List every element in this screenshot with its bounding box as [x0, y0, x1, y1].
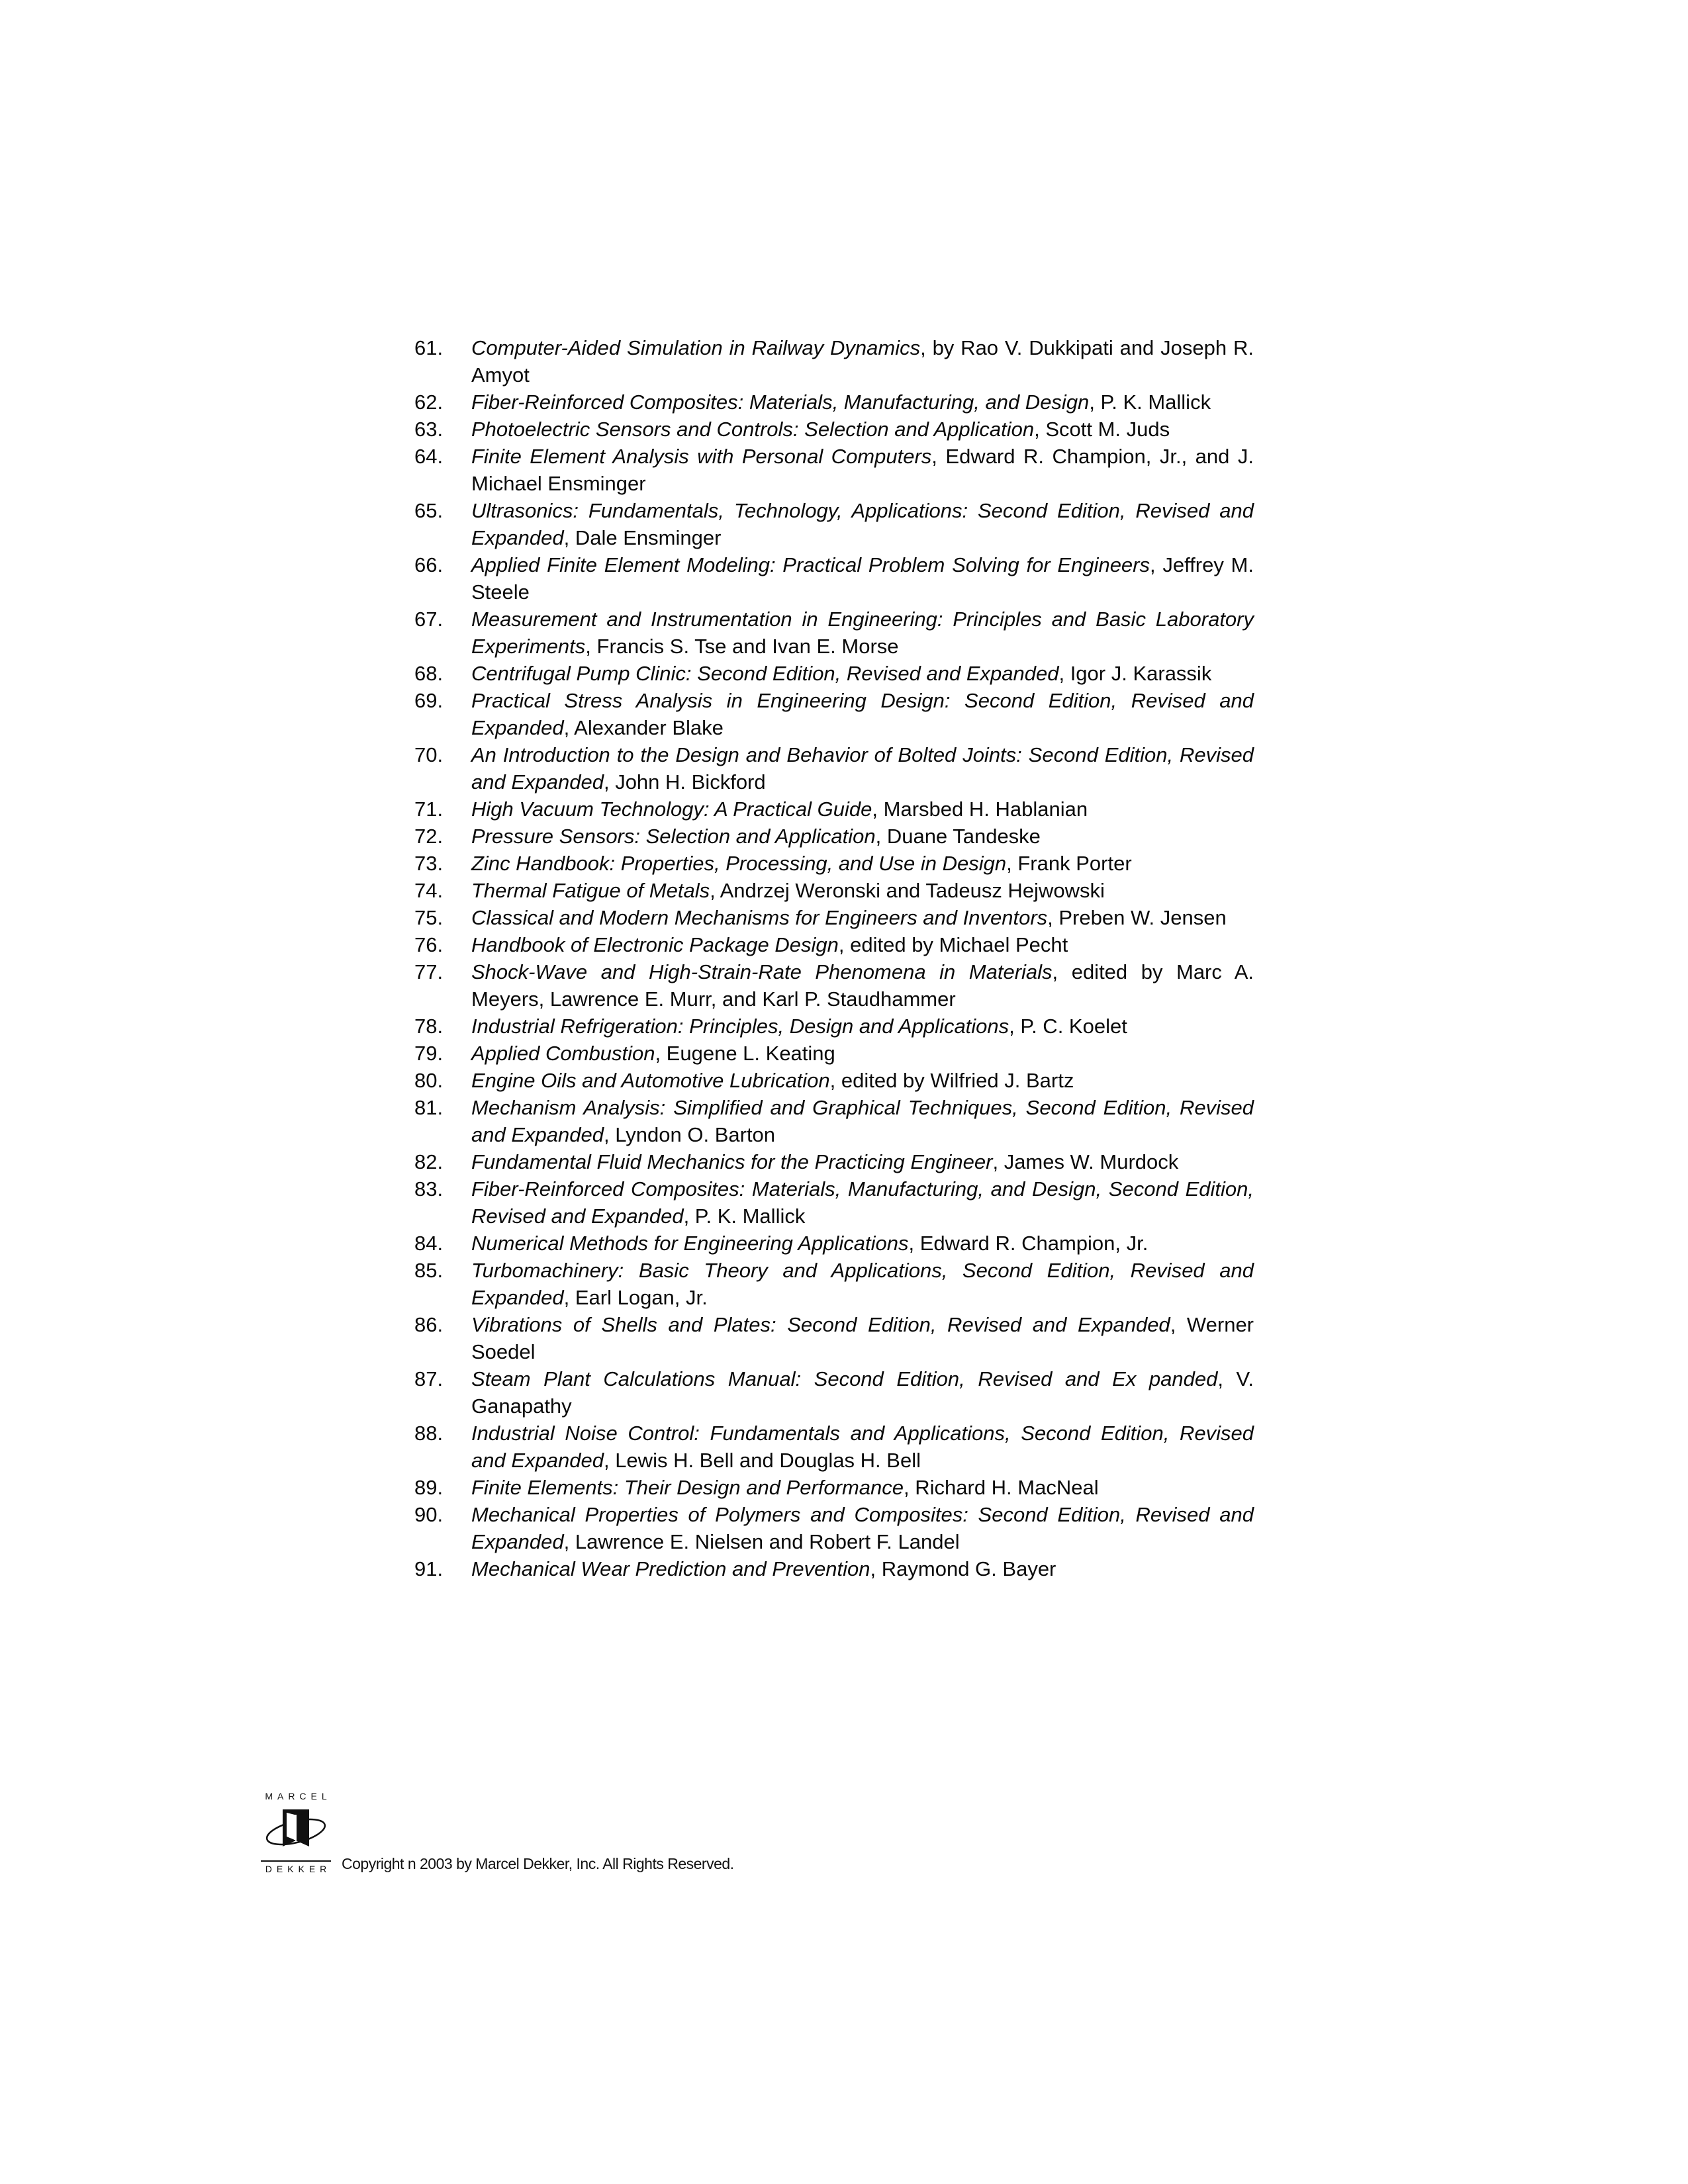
list-item [414, 606, 1254, 660]
list-item [414, 877, 1254, 904]
item-number: 83. [414, 1177, 444, 1201]
book-authors: , Jeffrey M. Steele [471, 553, 1254, 604]
item-number: 82. [414, 1150, 444, 1173]
book-title: Numerical Methods for Engineering Applications [471, 1232, 909, 1255]
list-item [414, 551, 1254, 606]
item-number: 70. [414, 743, 444, 766]
list-item [414, 388, 1254, 416]
book-title: Measurement and Instrumentation in Engineering: Principles and Basic Laboratory Experiments [471, 608, 1254, 658]
book-title: High Vacuum Technology: A Practical Guide [471, 797, 872, 821]
list-item [414, 1230, 1254, 1257]
book-title: Applied Finite Element Modeling: Practical Problem Solving for Engineers [471, 553, 1150, 576]
book-title: Handbook of Electronic Package Design [471, 933, 839, 956]
item-number: 66. [414, 553, 444, 576]
list-item [414, 497, 1254, 551]
item-number: 61. [414, 336, 444, 359]
item-number: 78. [414, 1015, 444, 1038]
book-authors: , Raymond G. Bayer [870, 1557, 1056, 1580]
book-title: Steam Plant Calculations Manual: Second Edition, Revised and Ex panded [471, 1367, 1218, 1390]
item-number: 80. [414, 1069, 444, 1092]
book-title: Applied Combustion [471, 1042, 655, 1065]
book-title: Engine Oils and Automotive Lubrication [471, 1069, 830, 1092]
list-item [414, 1040, 1254, 1067]
book-authors: , Francis S. Tse and Ivan E. Morse [585, 635, 899, 658]
item-number: 74. [414, 879, 444, 902]
list-item [414, 904, 1254, 931]
book-title: Ultrasonics: Fundamentals, Technology, Applications: Second Edition, Revised and Expanded [471, 499, 1254, 549]
book-authors: , P. K. Mallick [1089, 390, 1211, 414]
book-authors: , Lyndon O. Barton [603, 1123, 776, 1146]
item-number: 62. [414, 390, 444, 414]
book-authors: , Earl Logan, Jr. [563, 1286, 708, 1309]
list-item [414, 823, 1254, 850]
book-authors: , Edward R. Champion, Jr. [908, 1232, 1149, 1255]
book-authors: , V. Ganapathy [471, 1367, 1254, 1418]
item-number: 89. [414, 1476, 444, 1499]
list-item [414, 1013, 1254, 1040]
book-authors: , by Rao V. Dukkipati and Joseph R. Amyot [471, 336, 1254, 387]
list-item [414, 850, 1254, 877]
book-authors: , edited by Michael Pecht [838, 933, 1068, 956]
item-number: 84. [414, 1232, 444, 1255]
book-authors: , Lewis H. Bell and Douglas H. Bell [603, 1449, 921, 1472]
book-title: Vibrations of Shells and Plates: Second Edition, Revised and Expanded [471, 1313, 1170, 1336]
book-title: An Introduction to the Design and Behavior of Bolted Joints: Second Edition, Revised and Expanded [471, 743, 1254, 794]
book-authors: , edited by Marc A. Meyers, Lawrence E. Murr, and Karl P. Staudhammer [471, 960, 1254, 1011]
book-authors: , Eugene L. Keating [655, 1042, 835, 1065]
list-item [414, 931, 1254, 958]
item-number: 85. [414, 1259, 444, 1282]
book-authors: , Duane Tandeske [875, 825, 1041, 848]
book-title: Fiber-Reinforced Composites: Materials, Manufacturing, and Design, Second Edition, Revised and Expanded [471, 1177, 1254, 1228]
book-authors: , Alexander Blake [563, 716, 724, 739]
item-number: 81. [414, 1096, 444, 1119]
book-authors: , Preben W. Jensen [1047, 906, 1227, 929]
item-number: 86. [414, 1313, 444, 1336]
item-number: 71. [414, 797, 444, 821]
book-authors: , Werner Soedel [471, 1313, 1254, 1363]
item-number: 79. [414, 1042, 444, 1065]
item-number: 69. [414, 689, 444, 712]
book-authors: , edited by Wilfried J. Bartz [829, 1069, 1074, 1092]
footer [259, 1791, 734, 1874]
list-item [414, 443, 1254, 497]
copyright-text: Copyright n 2003 by Marcel Dekker, Inc. All Rights Reserved. [342, 1855, 734, 1872]
book-list [414, 334, 1254, 1582]
list-item [414, 1365, 1254, 1420]
item-number: 72. [414, 825, 444, 848]
item-number: 87. [414, 1367, 444, 1390]
logo-marcel-text: MARCEL [265, 1791, 332, 1801]
list-item [414, 660, 1254, 687]
book-title: Zinc Handbook: Properties, Processing, and Use in Design [471, 852, 1007, 875]
book-title: Mechanical Properties of Polymers and Composites: Second Edition, Revised and Expanded [471, 1503, 1254, 1553]
item-number: 63. [414, 418, 444, 441]
book-title: Finite Elements: Their Design and Performance [471, 1476, 904, 1499]
item-number: 90. [414, 1503, 444, 1526]
book-title: Turbomachinery: Basic Theory and Applications, Second Edition, Revised and Expanded [471, 1259, 1254, 1309]
list-item [414, 1555, 1254, 1582]
item-number: 67. [414, 608, 444, 631]
list-item [414, 416, 1254, 443]
list-item [414, 334, 1254, 388]
item-number: 88. [414, 1422, 444, 1445]
list-item [414, 1420, 1254, 1474]
list-item [414, 1175, 1254, 1230]
book-title: Computer-Aided Simulation in Railway Dynamics [471, 336, 921, 359]
list-item [414, 1311, 1254, 1365]
book-authors: , Frank Porter [1006, 852, 1132, 875]
item-number: 65. [414, 499, 444, 522]
list-item [414, 1094, 1254, 1148]
book-authors: , Marsbed H. Hablanian [872, 797, 1088, 821]
book-title: Fiber-Reinforced Composites: Materials, Manufacturing, and Design [471, 390, 1090, 414]
logo-dekker-text: DEKKER [261, 1860, 332, 1874]
list-item [414, 1067, 1254, 1094]
book-title: Classical and Modern Mechanisms for Engineers and Inventors [471, 906, 1048, 929]
book-title: Shock-Wave and High-Strain-Rate Phenomena in Materials [471, 960, 1053, 983]
book-title: Photoelectric Sensors and Controls: Selection and Application [471, 418, 1035, 441]
book-title: Pressure Sensors: Selection and Application [471, 825, 876, 848]
book-authors: , James W. Murdock [992, 1150, 1179, 1173]
book-logo-icon [264, 1803, 328, 1860]
book-authors: , P. K. Mallick [683, 1205, 806, 1228]
item-number: 75. [414, 906, 444, 929]
list-item [414, 1474, 1254, 1501]
list-item [414, 1501, 1254, 1555]
book-authors: , Igor J. Karassik [1058, 662, 1212, 685]
book-title: Mechanism Analysis: Simplified and Graphical Techniques, Second Edition, Revised and Expanded [471, 1096, 1254, 1146]
book-title: Mechanical Wear Prediction and Prevention [471, 1557, 870, 1580]
book-authors: , Edward R. Champion, Jr., and J. Michael Ensminger [471, 445, 1254, 495]
book-authors: , John H. Bickford [603, 770, 766, 794]
list-item [414, 796, 1254, 823]
book-title: Thermal Fatigue of Metals [471, 879, 710, 902]
list-item [414, 687, 1254, 741]
item-number: 64. [414, 445, 444, 468]
publisher-logo [259, 1791, 332, 1874]
book-title: Industrial Refrigeration: Principles, Design and Applications [471, 1015, 1009, 1038]
book-authors: , Richard H. MacNeal [904, 1476, 1099, 1499]
item-number: 73. [414, 852, 444, 875]
book-title: Industrial Noise Control: Fundamentals and Applications, Second Edition, Revised and Expanded [471, 1422, 1254, 1472]
item-number: 76. [414, 933, 444, 956]
book-title: Centrifugal Pump Clinic: Second Edition, Revised and Expanded [471, 662, 1059, 685]
book-authors: , Andrzej Weronski and Tadeusz Hejwowski [710, 879, 1105, 902]
item-number: 68. [414, 662, 444, 685]
list-item [414, 958, 1254, 1013]
list-item [414, 1148, 1254, 1175]
book-authors: , P. C. Koelet [1009, 1015, 1127, 1038]
book-authors: , Scott M. Juds [1034, 418, 1170, 441]
book-title: Practical Stress Analysis in Engineering Design: Second Edition, Revised and Expanded [471, 689, 1254, 739]
list-item [414, 741, 1254, 796]
list-item [414, 1257, 1254, 1311]
book-title: Finite Element Analysis with Personal Computers [471, 445, 932, 468]
book-authors: , Dale Ensminger [563, 526, 722, 549]
item-number: 91. [414, 1557, 444, 1580]
book-title: Fundamental Fluid Mechanics for the Practicing Engineer [471, 1150, 993, 1173]
book-authors: , Lawrence E. Nielsen and Robert F. Landel [563, 1530, 960, 1553]
item-number: 77. [414, 960, 444, 983]
